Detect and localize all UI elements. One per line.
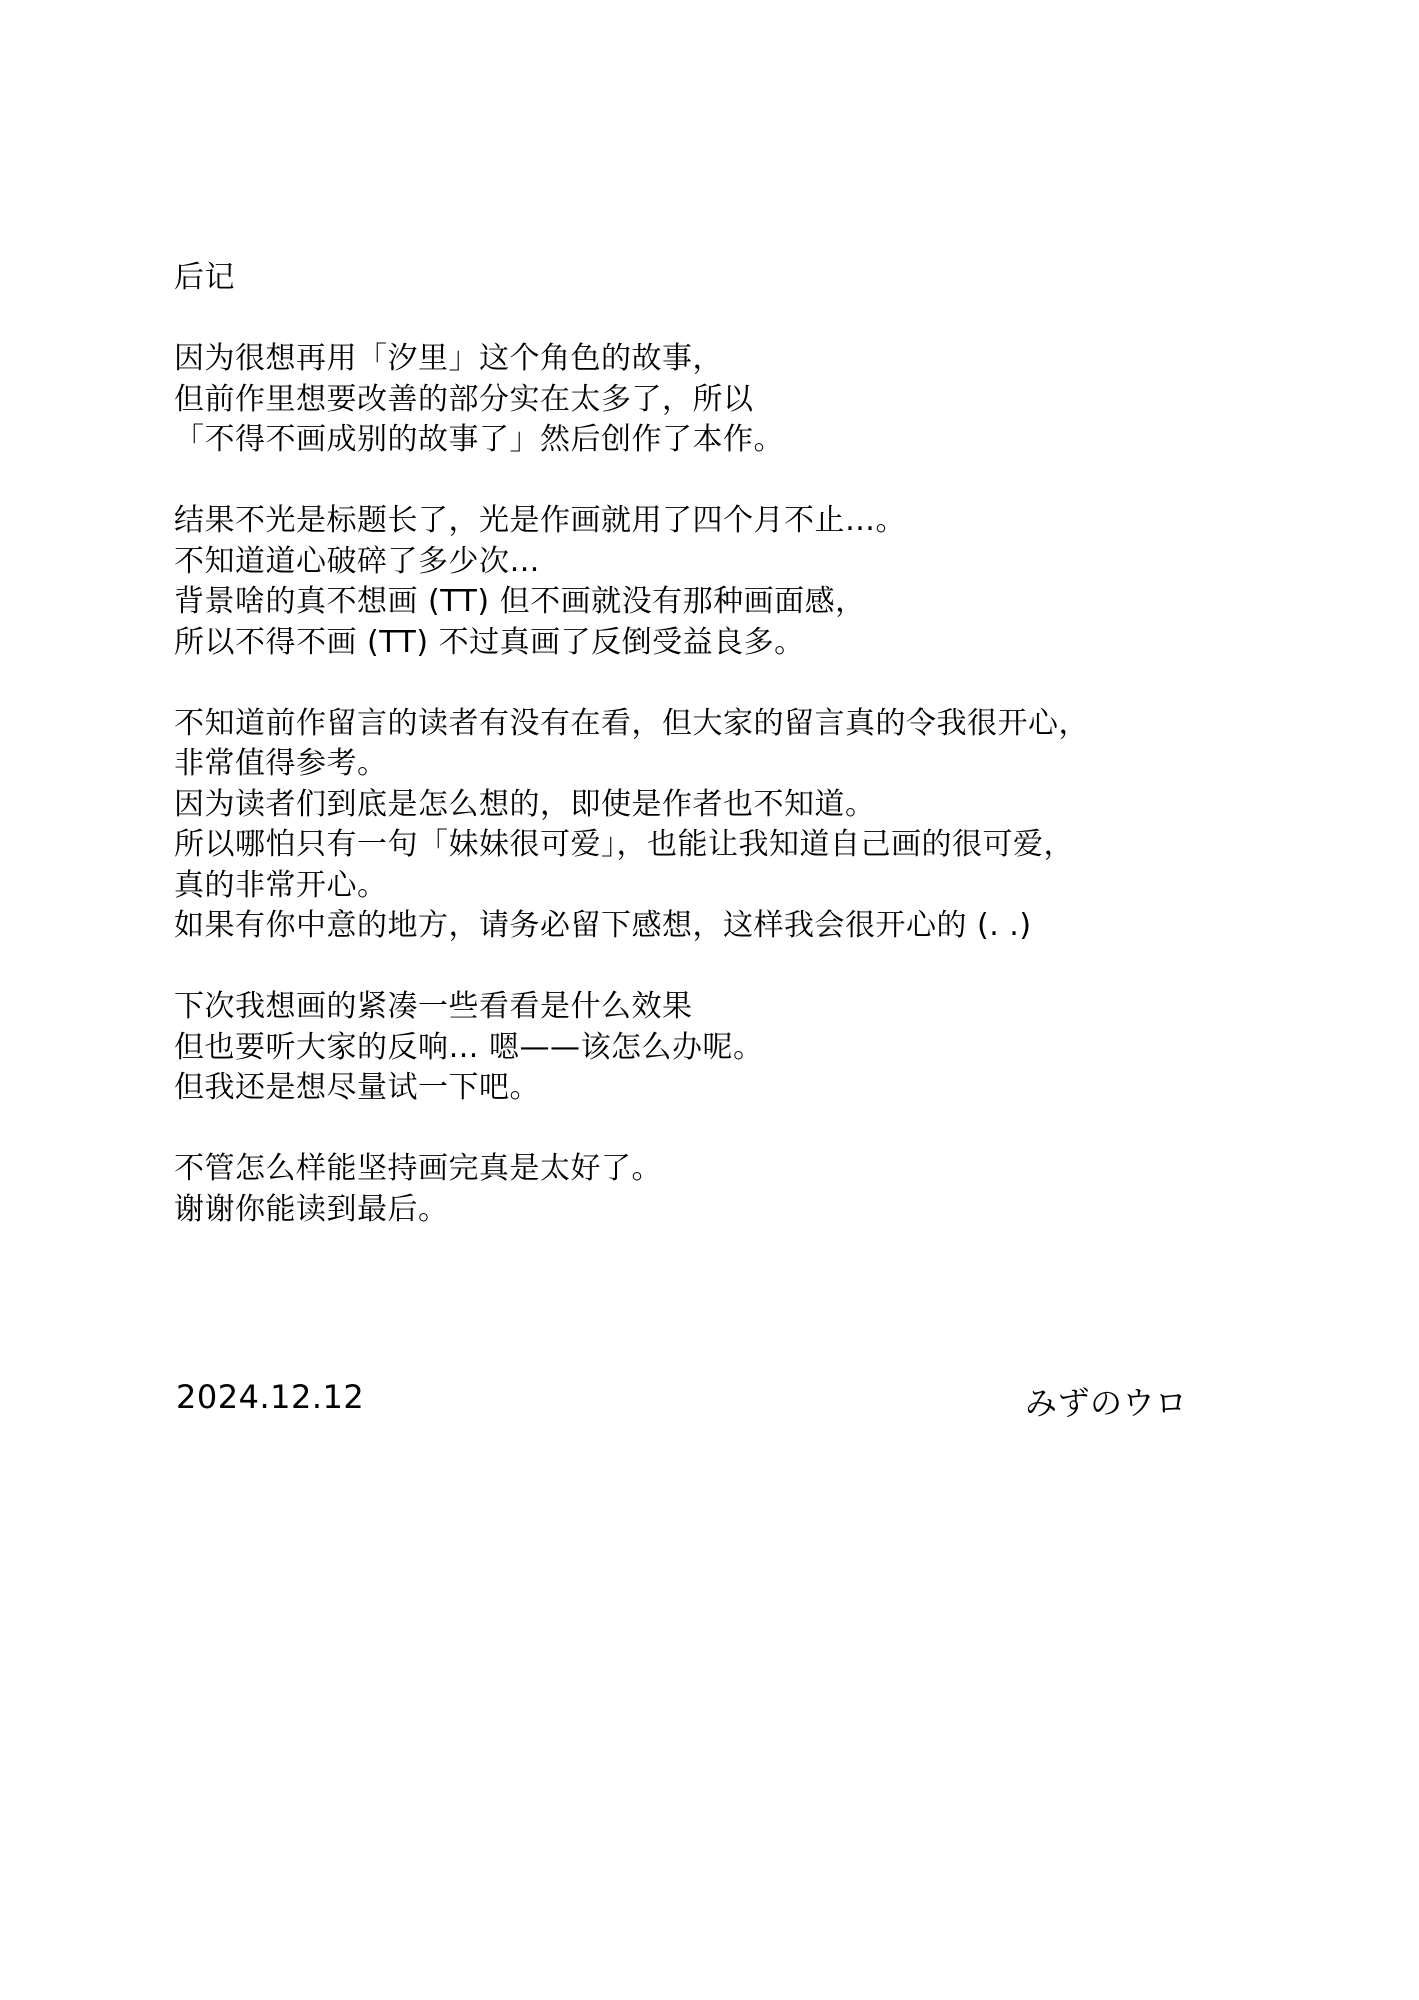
paragraph-5: [174, 1149, 1274, 1230]
text-line: 因为很想再用「汐里」这个角色的故事，: [174, 341, 723, 376]
date-stamp: 2024.12.12: [176, 1378, 365, 1416]
paragraph-4: [174, 987, 1274, 1109]
text-line: 谢谢你能读到最后。: [174, 1191, 449, 1227]
text-line: 所以不得不画 (TT) 不过真画了反倒受益良多。: [174, 624, 805, 660]
text-line: 但也要听大家的反响… 嗯——该怎么办呢。: [174, 1029, 764, 1065]
text-line: 但我还是想尽量试一下吧。: [174, 1070, 540, 1105]
paragraph-3: [174, 704, 1274, 947]
text-line: 下次我想画的紧凑一些看看是什么效果: [174, 989, 693, 1024]
text-line: 但前作里想要改善的部分实在太多了，所以: [174, 381, 754, 417]
text-line: 因为读者们到底是怎么想的，即使是作者也不知道。: [174, 786, 876, 822]
text-line: 非常值得参考。: [174, 746, 388, 781]
text-line: 不知道道心破碎了多少次…: [174, 543, 540, 579]
text-line: 如果有你中意的地方，请务必留下感想，这样我会很开心的 (. .): [174, 908, 1032, 943]
text-line: 背景啥的真不想画 (TT) 但不画就没有那种画面感，: [174, 584, 866, 619]
text-line: 不知道前作留言的读者有没有在看，但大家的留言真的令我很开心，: [174, 705, 1089, 741]
text-line: 不管怎么样能坚持画完真是太好了。: [174, 1151, 662, 1186]
text-line: 所以哪怕只有一句「妹妹很可爱」，也能让我知道自己画的很可爱，: [174, 827, 1074, 862]
afterword-heading: 后记: [174, 260, 235, 295]
afterword-text: [174, 258, 1274, 1271]
paragraph-2: [174, 501, 1274, 663]
text-line: 「不得不画成别的故事了」然后创作了本作。: [174, 422, 784, 457]
paragraph-1: [174, 339, 1274, 461]
text-line: 结果不光是标题长了，光是作画就用了四个月不止…。: [174, 503, 906, 538]
author-signature: みずのウロ: [1025, 1384, 1188, 1422]
text-line: 真的非常开心。: [174, 867, 388, 903]
